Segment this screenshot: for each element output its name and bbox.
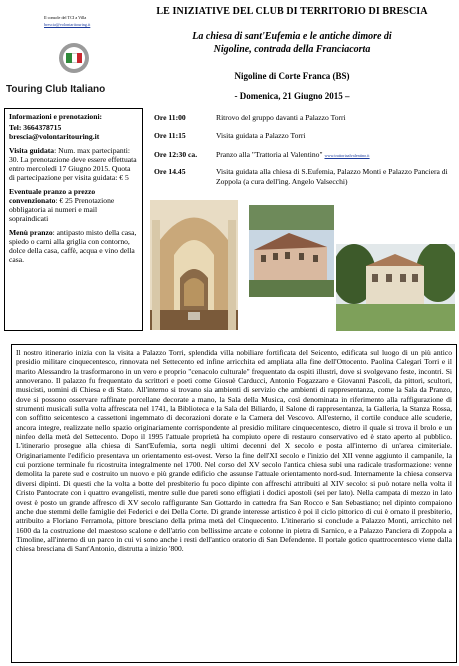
brand-name: Touring Club Italiano [6, 84, 106, 95]
church-interior-photo [150, 200, 238, 330]
lunch-text: : € 25 Prenotazione obbligatoria ai numeri e mail sopraindicati [9, 196, 115, 223]
flag-red-stripe [77, 53, 82, 63]
info-box [4, 108, 143, 331]
page-title: LE INIZIATIVE DEL CLUB DI TERRITORIO DI BRESCIA [156, 6, 428, 17]
contact-line-1: Il console del TCI a Villa [44, 15, 87, 20]
schedule-desc-3 [216, 150, 456, 160]
contact-email-link[interactable]: brescia@volontaritouring.it [44, 22, 91, 27]
info-phone: Tel: 3664378715 [9, 123, 62, 132]
restaurant-link[interactable]: www.trattoriaalvalentino.it [324, 153, 370, 158]
event-location: Nigoline di Corte Franca (BS) [234, 71, 350, 81]
info-title: Informazioni e prenotazioni: [9, 112, 103, 121]
visit-title: Visita guidata [9, 146, 55, 155]
palazzo-courtyard-photo [249, 205, 334, 297]
schedule-time-3: Ore 12:30 ca. [154, 150, 198, 159]
subtitle-line-2: Nigoline, contrada della Franciacorta [213, 44, 371, 55]
visit-text: : Num. max partecipanti: 30. La prenotazione deve essere effettuata entro mercoledì 17 Giugno 2015. Quota di partecipazione per visita guidata: € 5 [9, 146, 137, 182]
schedule-desc-4: Visita guidata alla chiesa di S.Eufemia, Palazzo Monti e Palazzo Panciera di Zoppola (a cura dell'ing. Angelo Valsecchi) [216, 167, 448, 186]
schedule-time-4: Ore 14.45 [154, 167, 186, 176]
lunch-title: Eventuale pranzo a prezzo convenzionato [9, 187, 96, 205]
description-text: Il nostro itinerario inizia con la visita a Palazzo Torri, splendida villa nobiliare fortificata del Seicento, edificata sul luogo di un più antico presidio militare cinquecentesco, rinnovata nel Settecento ed infine arricchita ed ampliata alla fine dell'Ottocento. Paolina Calegari Torri e il marito Alessandro la trasformarono in un vero e proprio "cenacolo culturale" frequentato da ospiti illustri, dove si svolgevano feste, incontri. Si annoverano. Il palazzo fu frequentato da scrittori e poeti come Giosuè Carducci, Antonio Fogazzaro e Giovanni Pascoli, da pittori, scultori, musicisti, uomini di Chiesa e di Stato. All'interno si trovano sia ambienti di servizio che ambienti di rappresentanza, come la Sala da Pranzo, dove si possono osservare raffinate porcellane decorate a mano, la Sala della Musica, così denominata in riferimento alla raffigurazione di strumenti musicali sulla volta affrescata nel 1741, la Biblioteca e la Sala del Biliardo, il Salone di rappresentanza, la Galleria, la Stanza Rossa, con soffitto seicentesco a cassettoni ingemmato di decorazioni dorate e la Camera del Vescovo. All'esterno, il cortile conduce alle scuderie, ancora integre, realizzate nello spazio originariamente corrispondente al presidio militare cinquecentesco, dietro il quale si trova il brolo e un ninfeo della metà del Settecento. Dopo il 1995 l'attuale proprietà ha compiuto opere di restauro conservativo ed è stato aperto al pubblico. L'itinerario prosegue alla chiesa di Sant'Eufemia, sorta negli ultimi decenni del X secolo e posta all'interno di un'area cimiteriale. Originariamente l'edificio presentava un orientamento est-ovest. Verso la fine dell'XI secolo e l'inizio del XII venne aggiunto il campanile, la cui porzione terminale fu ricostruita integralmente nel 1700. Nel corso del XV secolo l'antica chiesa subì una radicale trasformazione: venne demolita la parete sud e costruito un nuovo e più grande edificio che assunse l'attuale orientamento nord-sud. Internamente la chiesa conserva diversi dipinti. Di questi che la volta a botte del presbiterio fu poco dipinte con affreschi attribuiti al XIV secolo: si può notare nella volta il Cristo Pantocrate con i quattro evangelisti, mentre sulle due pareti sono effigiati i dodici apostoli (sei per lato). Nella campata di mezzo in lato ovest è posto un grande affresco di XV secolo raffigurante San Gottardo in cattedra fra San Rocco e San Sebastiano; nel dipinto compaiono anche due stemmi delle famiglie dei Federici e dei Della Corte. Di grande interesse artistico è poi il ciclo pittorico di cui è ornato il presbiterio, attribuito a Floriano Ferramola, pittore bresciano della prima metà del Cinquecento. L'itinerario si conclude a Palazzo Monti, arricchito nel 1600 da la costruzione del maestoso scalone e dell'atrio con bellissime arcate e colonne in pietra di Sarnico, e a Palazzo Panciera di Zoppola a Timoline, all'interno di un parco in cui vi sono anche i resti dell'antico oratorio di San Defendente. Il portale gotico quattrocentesco viene dalla chiesa bresciana di Sant'Antonio, distrutta a inizio '800. [16, 348, 452, 554]
description-box [11, 344, 457, 663]
schedule-time-1: Ore 11:00 [154, 113, 186, 122]
event-date: - Domenica, 21 Giugno 2015 – [234, 91, 350, 101]
menu-text: : antipasto misto della casa, spiedo o carni alla griglia con contorno, dolce della casa, caffè, acqua e vino della casa. [9, 228, 137, 264]
visit-info [9, 146, 138, 182]
page-subtitle [128, 30, 456, 56]
menu-info [9, 228, 138, 264]
schedule-desc-3-text: Pranzo alla "Trattoria al Valentino" [216, 150, 323, 159]
subtitle-line-1: La chiesa di sant'Eufemia e le antiche dimore di [192, 31, 392, 42]
schedule-desc-1: Ritrovo del gruppo davanti a Palazzo Torri [216, 113, 346, 122]
menu-title: Menù pranzo [9, 228, 53, 237]
schedule-desc-2: Visita guidata a Palazzo Torri [216, 131, 306, 140]
lunch-info [9, 187, 138, 223]
villa-garden-photo [336, 244, 455, 331]
info-email[interactable]: brescia@volontaritouring.it [9, 132, 100, 141]
schedule-time-2: Ore 11:15 [154, 131, 186, 140]
